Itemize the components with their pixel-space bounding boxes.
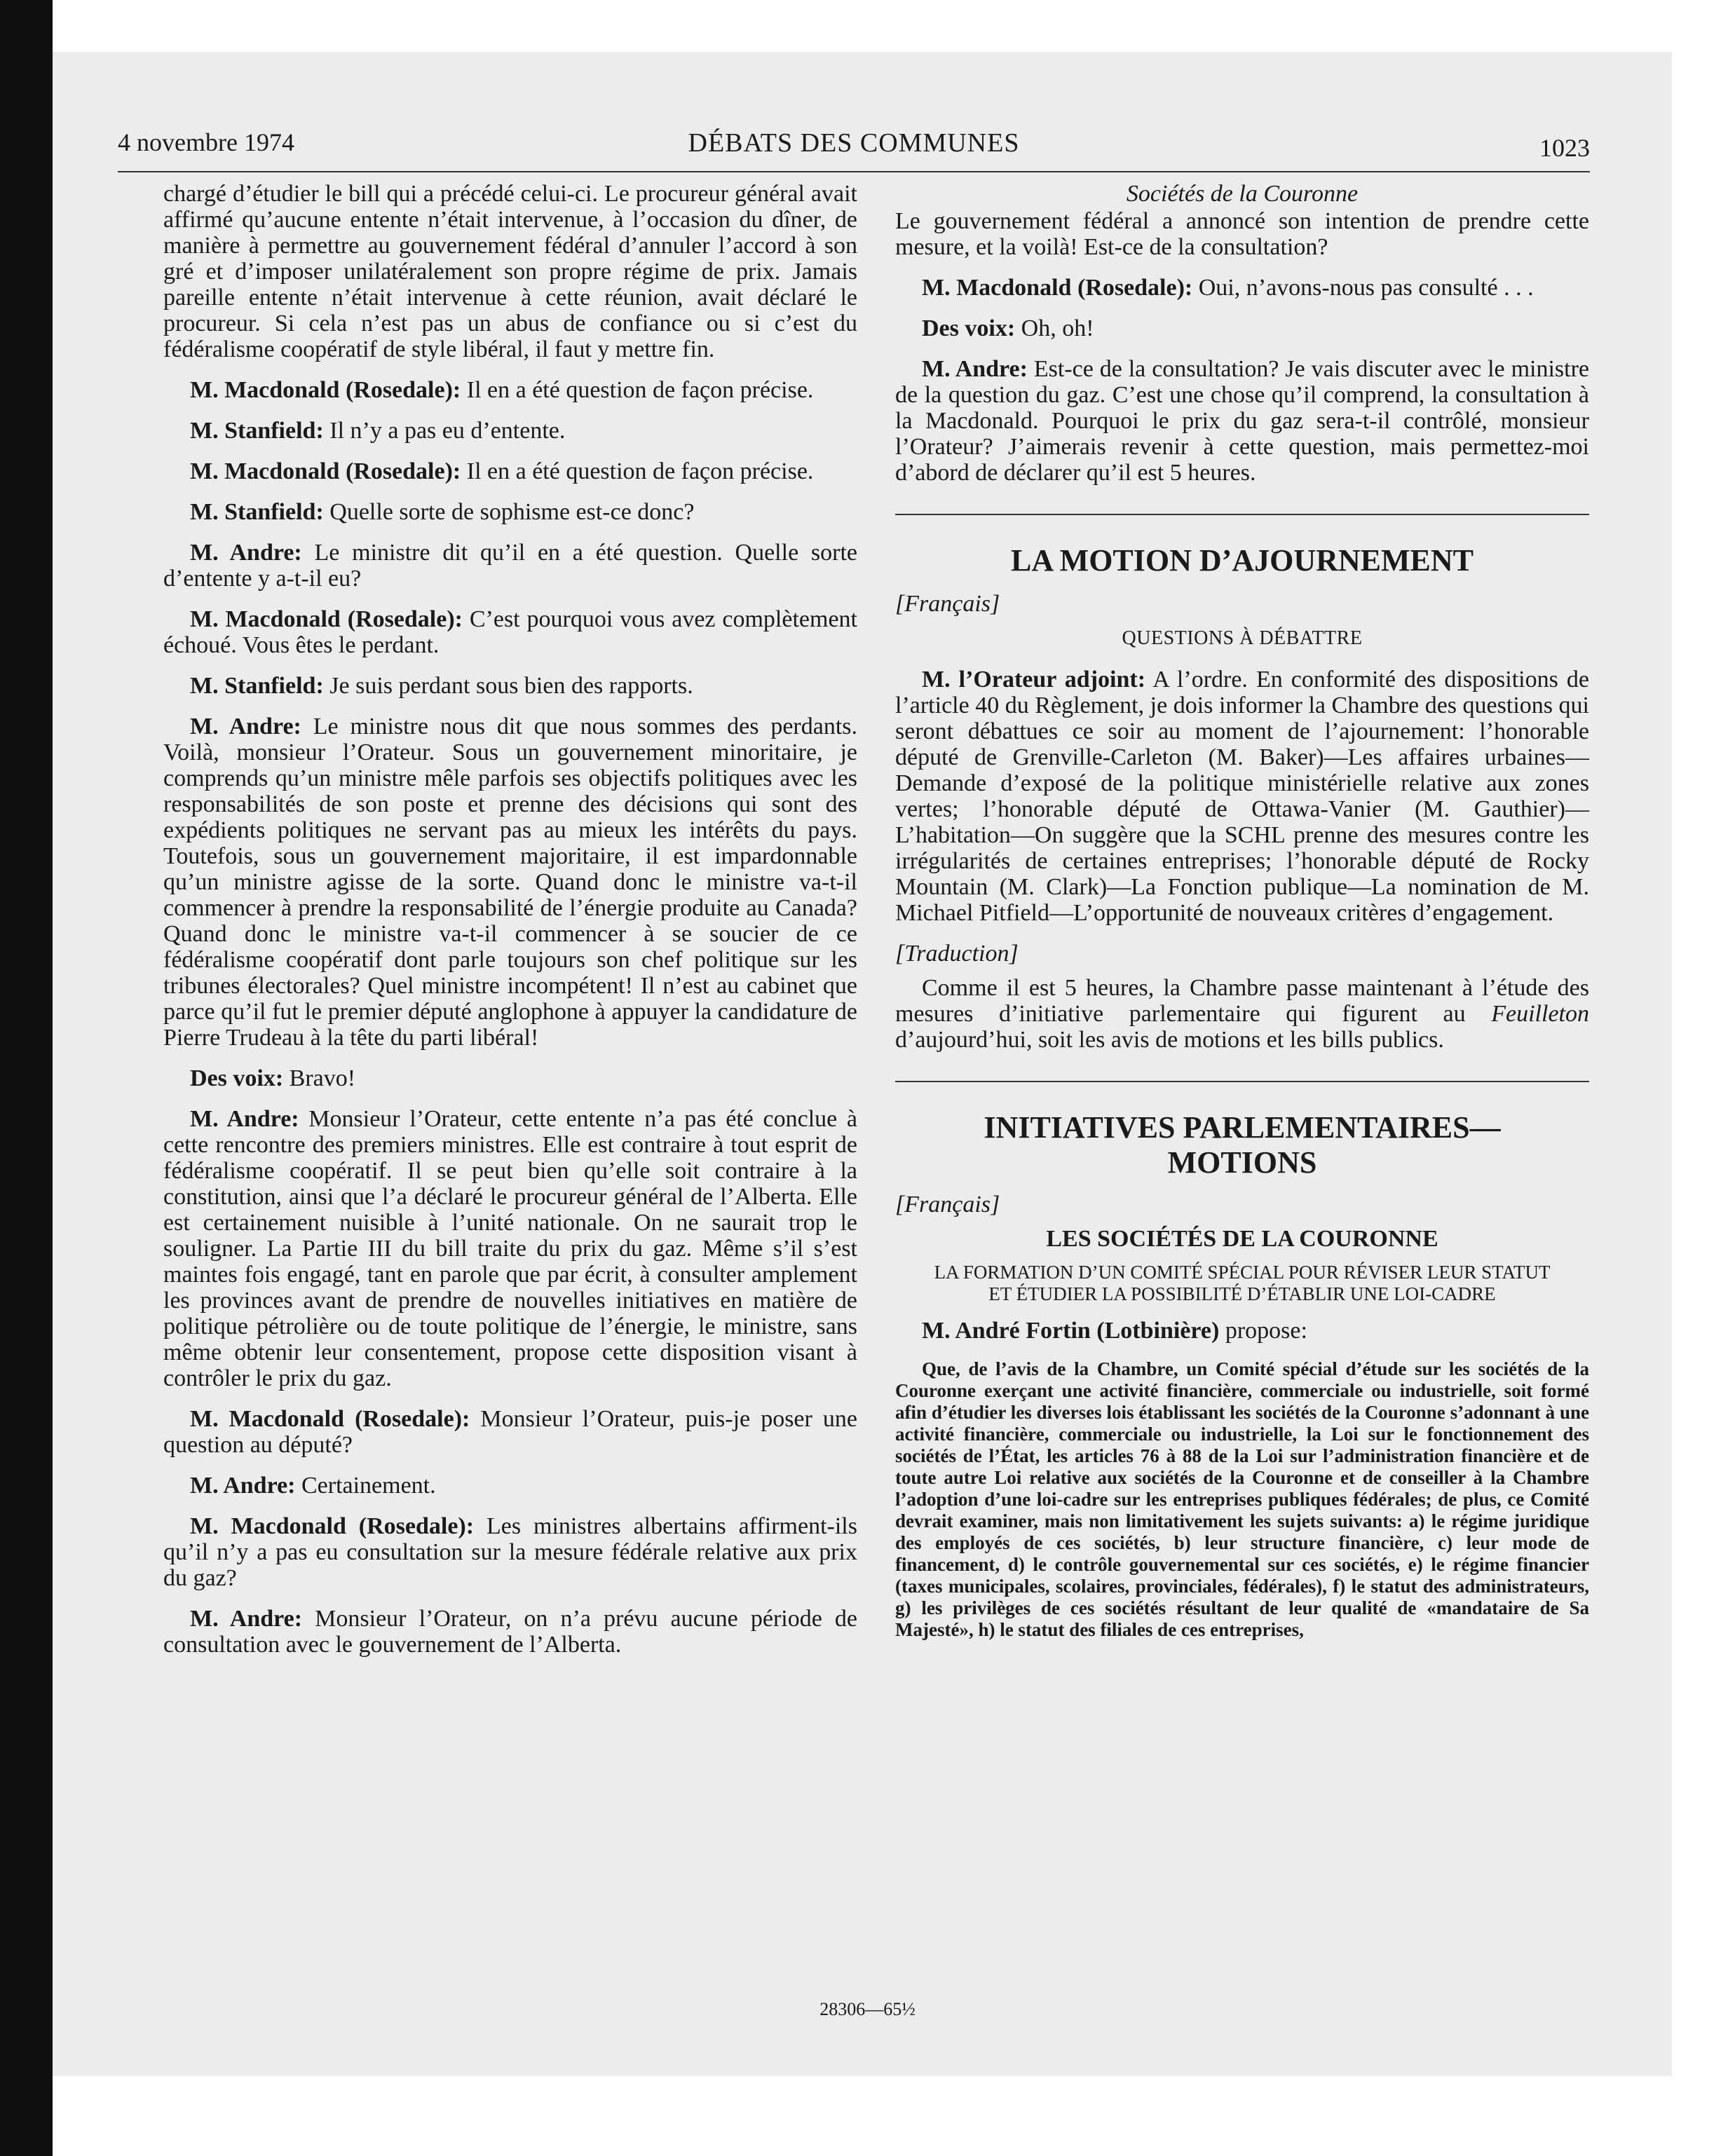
speech-text: Oh, oh! xyxy=(1021,315,1094,341)
page-header xyxy=(118,86,1590,162)
paragraph xyxy=(163,181,857,362)
speech-paragraph xyxy=(163,1606,857,1658)
speaker-name: M. Macdonald (Rosedale): xyxy=(922,275,1193,301)
speech-paragraph xyxy=(895,356,1589,486)
speech-paragraph xyxy=(163,1406,857,1458)
speech-paragraph xyxy=(895,275,1589,301)
speech-paragraph xyxy=(163,1473,857,1499)
speech-paragraph xyxy=(163,1513,857,1591)
speech-text: Bravo! xyxy=(289,1065,356,1091)
heading-questions-debattre: QUESTIONS À DÉBATTRE xyxy=(1122,627,1363,649)
speaker-name: M. Macdonald (Rosedale): xyxy=(190,377,461,403)
heading-comite-special: LA FORMATION D’UN COMITÉ SPÉCIAL POUR RÉVISER LEUR STATUT ET ÉTUDIER LA POSSIBILITÉ D’ÉTABLIR UNE LOI-CADRE xyxy=(934,1262,1551,1304)
scan-top-margin xyxy=(53,0,1735,52)
speech-text: Est-ce de la consultation? Je vais discuter avec le ministre de la question du gaz. C’est une chose qu’il comprend, la consultation à la Macdonald. Pourquoi le prix du gaz sera-t-il contrôlé, monsieur l’Orateur? J’aimerais revenir à cette question, mais permettez-moi d’abord de déclarer qu’il est 5 heures. xyxy=(895,356,1590,486)
mover-line xyxy=(895,1318,1589,1344)
speaker-name: M. Andre: xyxy=(190,540,302,566)
feuilleton-italic: Feuilleton xyxy=(1491,1001,1589,1027)
speaker-name: M. Andre: xyxy=(190,1473,296,1499)
speech-text: Le ministre nous dit que nous sommes des perdants. Voilà, monsieur l’Orateur. Sous un gouvernement minoritaire, je comprends qu’un ministre mêle parfois ses objectifs politiques avec les responsabilités de son poste et prenne des décisions qui sont des expédients politiques ne servant pas au mieux les intérêts du pays. Toutefois, sous un gouvernement majoritaire, il est impardonnable qu’un ministre agisse de la sorte. Quand donc le ministre va-t-il commencer à prendre la responsabilité de l’énergie produite au Canada? Quand donc le ministre va-t-il commencer à se soucier de ce fédéralisme coopératif dont parle toujours son chef politique sur les tribunes électorales? Quel ministre incompétent! Il n’est au cabinet que parce qu’il fut le premier député anglophone à appuyer la candidature de Pierre Trudeau à la tête du parti libéral! xyxy=(163,714,857,1051)
motion-text: Que, de l’avis de la Chambre, un Comité spécial d’étude sur les sociétés de la Couronne exerçant une activité financière, commerciale ou industrielle, soit formé afin d’étudier les diverses lois établissant les sociétés de la Couronne s’adonnant à une activité financière, commerciale ou industrielle, la Loi sur le fonctionnement des sociétés de l’État, les articles 76 à 88 de la Loi sur l’administration financière et de toute autre Loi relative aux sociétés de la Couronne et de conseiller à la Chambre l’adoption d’une loi-cadre sur les entreprises publiques fédérales; de plus, ce Comité devrait examiner, mais non limitativement les sujets suivants: a) le régime juridique des employés de ces sociétés, b) leur structure financière, c) leur mode de financement, d) le contrôle gouvernemental sur ces sociétés, e) le régime financier (taxes municipales, scolaires, provinciales, fédérales), f) le statut des administrateurs, g) les privilèges de ces sociétés résultant de leur qualité de «mandataire de Sa Majesté», h) le statut des filiales de ces entreprises, xyxy=(895,1358,1589,1640)
speech-paragraph xyxy=(163,606,857,658)
speech-text: Monsieur l’Orateur, cette entente n’a pas été conclue à cette rencontre des premiers ministres. Elle est contraire à tout esprit de fédéralisme coopératif. Il se peut bien qu’elle soit contraire à la constitution, ainsi que l’a déclaré le procureur général de l’Alberta. Elle est certainement nuisible à l’unité nationale. On ne saurait trop le souligner. La Partie III du bill traite du prix du gaz. Même s’il s’est maintes fois engagé, tant en parole que par écrit, à consulter amplement les provinces avant de prendre de nouvelles initiatives en matière de politique pétrolière ou de toute politique de l’énergie, le ministre, sans même obtenir leur consentement, propose cette disposition visant à contrôler le prix du gaz. xyxy=(163,1106,858,1391)
language-marker: [Français] xyxy=(895,591,1000,617)
speech-paragraph xyxy=(163,714,857,1051)
language-marker: [Traduction] xyxy=(895,941,1019,967)
mover-name: M. André Fortin (Lotbinière) xyxy=(922,1318,1220,1344)
speech-text: Oui, n’avons-nous pas consulté . . . xyxy=(1198,275,1534,301)
speech-text: Il en a été question de façon précise. xyxy=(466,377,814,403)
speaker-name: M. Stanfield: xyxy=(190,499,324,525)
speech-text: Le ministre dit qu’il en a été question. Quelle sorte d’entente y a-t-il eu? xyxy=(163,540,858,592)
heading-initiatives-parlementaires xyxy=(895,1110,1589,1180)
speech-text: chargé d’étudier le bill qui a précédé celui-ci. Le procureur général avait affirmé qu’aucune entente n’était intervenue, à l’occasion du dîner, de manière à permettre au gouvernement fédéral d’annuler l’accord à son gré et d’imposer unilatéralement son propre régime de prix. Jamais pareille entente n’était intervenue à cette réunion, avait déclaré le procureur. Si cela n’est pas un abus de confiance ou si c’est du fédéralisme coopératif de style libéral, il faut y mettre fin. xyxy=(163,181,857,362)
speaker-name: M. l’Orateur adjoint: xyxy=(922,667,1146,692)
speech-text: Je suis perdant sous bien des rapports. xyxy=(329,673,693,699)
speaker-name: M. Stanfield: xyxy=(190,673,324,699)
heading-societes-couronne: LES SOCIÉTÉS DE LA COURONNE xyxy=(1046,1226,1438,1252)
speech-paragraph xyxy=(163,418,857,444)
page-footer-code: 28306—65½ xyxy=(819,1999,916,2019)
speaker-name: M. Macdonald (Rosedale): xyxy=(190,606,463,632)
speech-text: A l’ordre. En conformité des dispositions de l’article 40 du Règlement, je dois informer la Chambre des questions qui seront débattues ce soir au moment de l’ajournement: l’honorable député de Grenville-Carleton (M. Baker)—Les affaires urbaines—Demande d’exposé de la politique ministérielle relative aux zones vertes; l’honorable député de Ottawa-Vanier (M. Gauthier)—L’habitation—On suggère que la SCHL prenne des mesures contre les irrégularités de certaines entreprises; l’honorable député de Rocky Mountain (M. Clark)—La Fonction publique—La nomination de M. Michael Pitfield—L’opportunité de nouveaux critères d’engagement. xyxy=(895,667,1589,926)
speech-paragraph xyxy=(163,377,857,403)
speaker-name: M. Andre: xyxy=(190,1106,299,1132)
text-run: Comme il est 5 heures, la Chambre passe maintenant à l’étude des mesures d’initiative parlementaire qui figurent au xyxy=(895,975,1589,1027)
heading-motion-ajournement: LA MOTION D’AJOURNEMENT xyxy=(1010,543,1474,578)
speaker-name: Des voix: xyxy=(190,1065,284,1091)
speaker-name: M. Andre: xyxy=(190,1606,303,1632)
left-column xyxy=(163,181,857,1672)
speech-paragraph xyxy=(163,499,857,525)
speech-paragraph xyxy=(163,458,857,484)
heading-line: INITIATIVES PARLEMENTAIRES— xyxy=(984,1110,1501,1145)
header-rule xyxy=(118,171,1590,172)
speech-paragraph xyxy=(163,673,857,699)
section-rule xyxy=(895,1081,1589,1082)
speaker-name: M. Macdonald (Rosedale): xyxy=(190,458,461,484)
paragraph: Le gouvernement fédéral a annoncé son intention de prendre cette mesure, et la voilà! Est-ce de la consultation? xyxy=(895,208,1589,260)
speech-paragraph xyxy=(163,1065,857,1091)
speaker-name: M. Macdonald (Rosedale): xyxy=(190,1513,475,1539)
section-heading-societes-couronne: Sociétés de la Couronne xyxy=(1126,181,1359,207)
speaker-name: Des voix: xyxy=(922,315,1016,341)
header-date: 4 novembre 1974 xyxy=(118,128,294,156)
text-run: d’aujourd’hui, soit les avis de motions et les bills publics. xyxy=(895,1027,1444,1053)
right-exchanges xyxy=(895,275,1589,486)
scan-binding-edge xyxy=(0,0,53,2156)
speech-text: Quelle sorte de sophisme est-ce donc? xyxy=(329,499,695,525)
section-rule xyxy=(895,514,1589,515)
speech-text: C’est pourquoi vous avez complètement échoué. Vous êtes le perdant. xyxy=(163,606,857,658)
speaker-name: M. Stanfield: xyxy=(190,418,324,444)
speech-text: Il n’y a pas eu d’entente. xyxy=(329,418,566,444)
speech-text: Les ministres albertains affirment-ils qu’il n’y a pas eu consultation sur la mesure fédérale relative aux prix du gaz? xyxy=(163,1513,857,1591)
speech-text: Monsieur l’Orateur, on n’a prévu aucune période de consultation avec le gouvernement de l’Alberta. xyxy=(163,1606,857,1658)
right-column xyxy=(895,181,1589,1656)
speech-text: Certainement. xyxy=(301,1473,436,1499)
speech-paragraph xyxy=(163,1106,857,1391)
paragraph-five-oclock xyxy=(895,975,1589,1053)
header-title: DÉBATS DES COMMUNES xyxy=(688,128,1020,158)
heading-line: MOTIONS xyxy=(1167,1145,1317,1180)
speech-paragraph xyxy=(895,315,1589,341)
speaker-name: M. Andre: xyxy=(190,714,301,739)
speaker-name: M. Macdonald (Rosedale): xyxy=(190,1406,470,1432)
speech-paragraph xyxy=(895,667,1589,926)
speech-text: Il en a été question de façon précise. xyxy=(466,458,814,484)
mover-verb: propose: xyxy=(1225,1318,1307,1344)
language-marker: [Français] xyxy=(895,1192,1000,1217)
speaker-name: M. Andre: xyxy=(922,356,1028,382)
speech-paragraph xyxy=(163,540,857,592)
speech-text: Monsieur l’Orateur, puis-je poser une question au député? xyxy=(163,1406,857,1458)
header-page-number: 1023 xyxy=(1539,134,1590,162)
